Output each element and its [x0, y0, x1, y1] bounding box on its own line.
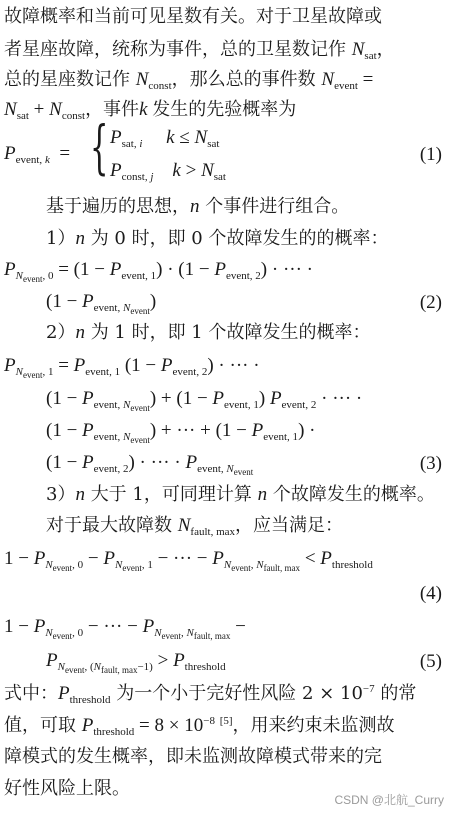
equation-3-line-3: $(1 - P_{event, N_{event}})$ + ··· + $(1 - P_{event, 1})$ · — [46, 420, 316, 445]
brace-symbol: { — [90, 113, 109, 181]
where-line-2: 值，可取 $P_{threshold} = 8 \times 10^{-8}$ [5]，用来约束未监测故 — [4, 715, 395, 738]
text-line-2: 者星座故障，统称为事件，总的卫星数记作 $N_{sat}$， — [4, 39, 395, 62]
equation-number-4: (4) — [419, 583, 442, 604]
equation-3-line-2: $(1 - P_{event, N_{event}}) + (1 - P_{event, 1})$ $P_{event, 2}$ · ··· · — [46, 388, 363, 413]
where-line-1: 式中：$P_{threshold}$ 为一个小于完好性风险 $2 \times 10^{-7}$ 的常 — [4, 683, 417, 706]
equation-4: $1 - P_{N_{event}, 0} - P_{N_{event}, 1}$ − ··· − $P_{N_{event}, N_{fault, max}} < P_{threshold}$ — [4, 548, 373, 573]
equation-1-case-2: $P_{const, j}$ $k > N_{sat}$ — [110, 160, 226, 183]
equation-number-1: (1) — [419, 144, 442, 165]
case-1-heading: 1）n 为 0 时，即 0 个故障发生的的概率： — [46, 228, 389, 249]
case-3-heading: 3）n 大于 1，可同理计算 n 个故障发生的概率。 — [46, 484, 435, 505]
text-line-3: 总的星座数记作 $N_{const}$，那么总的事件数 $N_{event}$ = — [4, 69, 374, 92]
equation-2-line-2: $(1 - P_{event, N_{event}})$ — [46, 291, 157, 316]
where-line-3: 障模式的发生概率，即未监测故障模式带来的完 — [4, 746, 382, 767]
text-line-4: $N_{sat} + N_{const}$，事件k 发生的先验概率为 — [4, 99, 297, 122]
equation-2-line-1: $P_{N_{event}, 0} = (1 - P_{event, 1}) \cdot (1 - P_{event, 2})$ · ··· · — [4, 259, 314, 284]
text-line-1: 故障概率和当前可见星数有关。对于卫星故障或 — [4, 6, 382, 27]
where-line-4: 好性风险上限。 — [4, 778, 130, 799]
equation-number-3: (3) — [419, 453, 442, 474]
max-fault-sentence: 对于最大故障数 $N_{fault, max}$，应当满足： — [46, 515, 344, 538]
equation-1-case-1: $P_{sat, i}$ $k \le N_{sat}$ — [110, 127, 220, 150]
equation-5-line-2: $P_{N_{event}, (N_{fault, max}-1)} > P_{threshold}$ — [46, 650, 226, 675]
equation-5-line-1: $1 - P_{N_{event}, 0}$ − ··· − $P_{N_{event}, N_{fault, max}}$ − — [4, 616, 246, 641]
case-2-heading: 2）n 为 1 时，即 1 个故障发生的概率： — [46, 322, 371, 343]
equation-number-2: (2) — [419, 292, 442, 313]
equation-number-5: (5) — [419, 651, 442, 672]
equation-3-line-1: $P_{N_{event}, 1} = P_{event, 1}$ $(1 - P_{event, 2})$ · ··· · — [4, 355, 260, 380]
text-line-5: 基于遍历的思想，n 个事件进行组合。 — [46, 196, 350, 217]
equation-1-lhs: $P_{event, k}$ = — [4, 143, 71, 166]
equation-3-line-4: $(1 - P_{event, 2})$ · ··· · $P_{event, N_{event}}$ — [46, 452, 254, 477]
watermark: CSDN @北航_Curry — [334, 793, 444, 807]
